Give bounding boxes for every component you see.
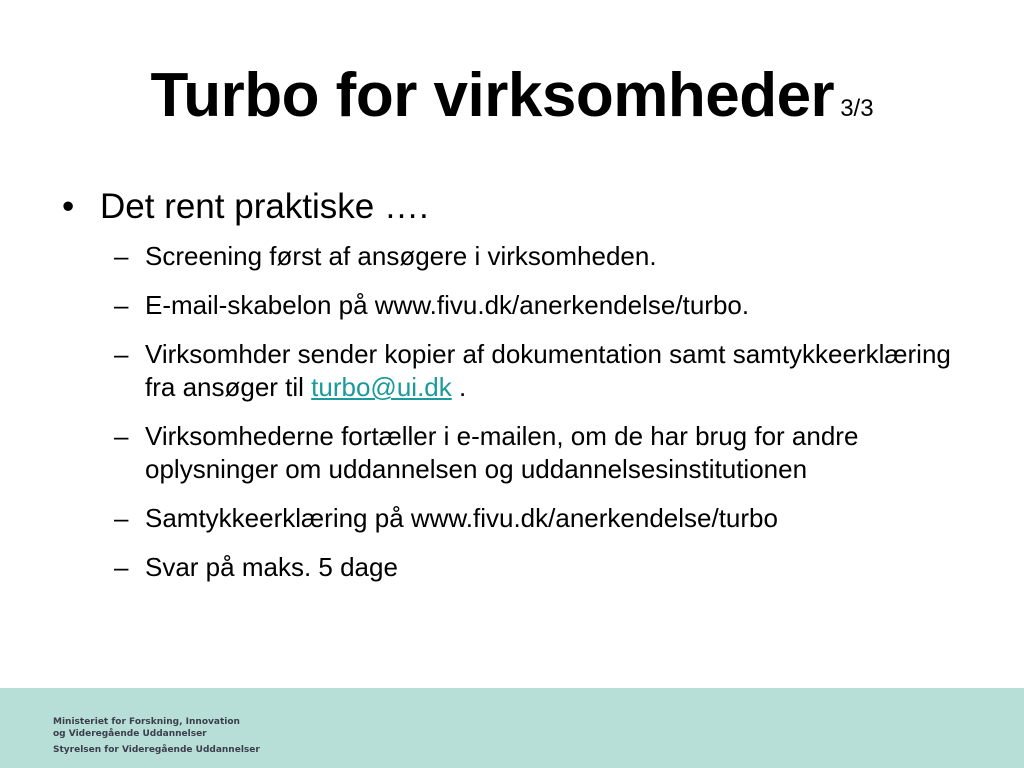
sub-item-response-time xyxy=(114,551,974,584)
slide-title xyxy=(0,60,1024,131)
dash-marker: – xyxy=(114,421,129,451)
agency-name: Styrelsen for Videregående Uddannelser xyxy=(53,745,260,755)
ministry-name-line1: Ministeriet for Forskning, Innovation xyxy=(53,717,240,727)
sub-item-text: Svar på maks. 5 dage xyxy=(145,552,398,582)
sub-item-text: Screening først af ansøgere i virksomheden. xyxy=(145,241,657,271)
sub-bullet-list xyxy=(114,240,974,600)
sub-item-text: E-mail-skabelon på www.fivu.dk/anerkendelse/turbo. xyxy=(145,290,750,320)
sub-item-text-after-link: . xyxy=(451,372,467,402)
sub-item-text: Virksomhederne fortæller i e-mailen, om de har brug for andre oplysninger om uddannelsen og uddannelsesinstitutionen xyxy=(145,421,859,484)
sub-item-text xyxy=(145,338,974,404)
dash-marker: – xyxy=(114,290,129,320)
ministry-name-line2: og Videregående Uddannelser xyxy=(53,729,207,739)
sub-item-text: Samtykkeerklæring på www.fivu.dk/anerkendelse/turbo xyxy=(145,503,778,533)
sub-item-screening xyxy=(114,240,974,273)
main-bullet xyxy=(62,183,429,231)
sub-item-send-documents xyxy=(114,338,974,404)
email-link[interactable]: turbo@ui.dk xyxy=(311,372,452,402)
title-text: Turbo for virksomheder xyxy=(150,61,835,130)
page-indicator: 3/3 xyxy=(840,95,874,122)
dash-marker: – xyxy=(114,503,129,533)
dash-marker: – xyxy=(114,241,129,271)
dash-marker: – xyxy=(114,552,129,582)
dash-marker: – xyxy=(114,339,129,369)
sub-item-consent-form xyxy=(114,502,974,535)
sub-item-email-template xyxy=(114,289,974,322)
sub-item-additional-info xyxy=(114,420,974,486)
sub-item-text-before-link: Virksomhder sender kopier af dokumentation samt samtykkeerklæring fra ansøger til xyxy=(145,339,951,402)
main-bullet-text: Det rent praktiske …. xyxy=(100,187,429,226)
bullet-marker: • xyxy=(62,187,75,226)
footer-bar xyxy=(0,688,1024,768)
